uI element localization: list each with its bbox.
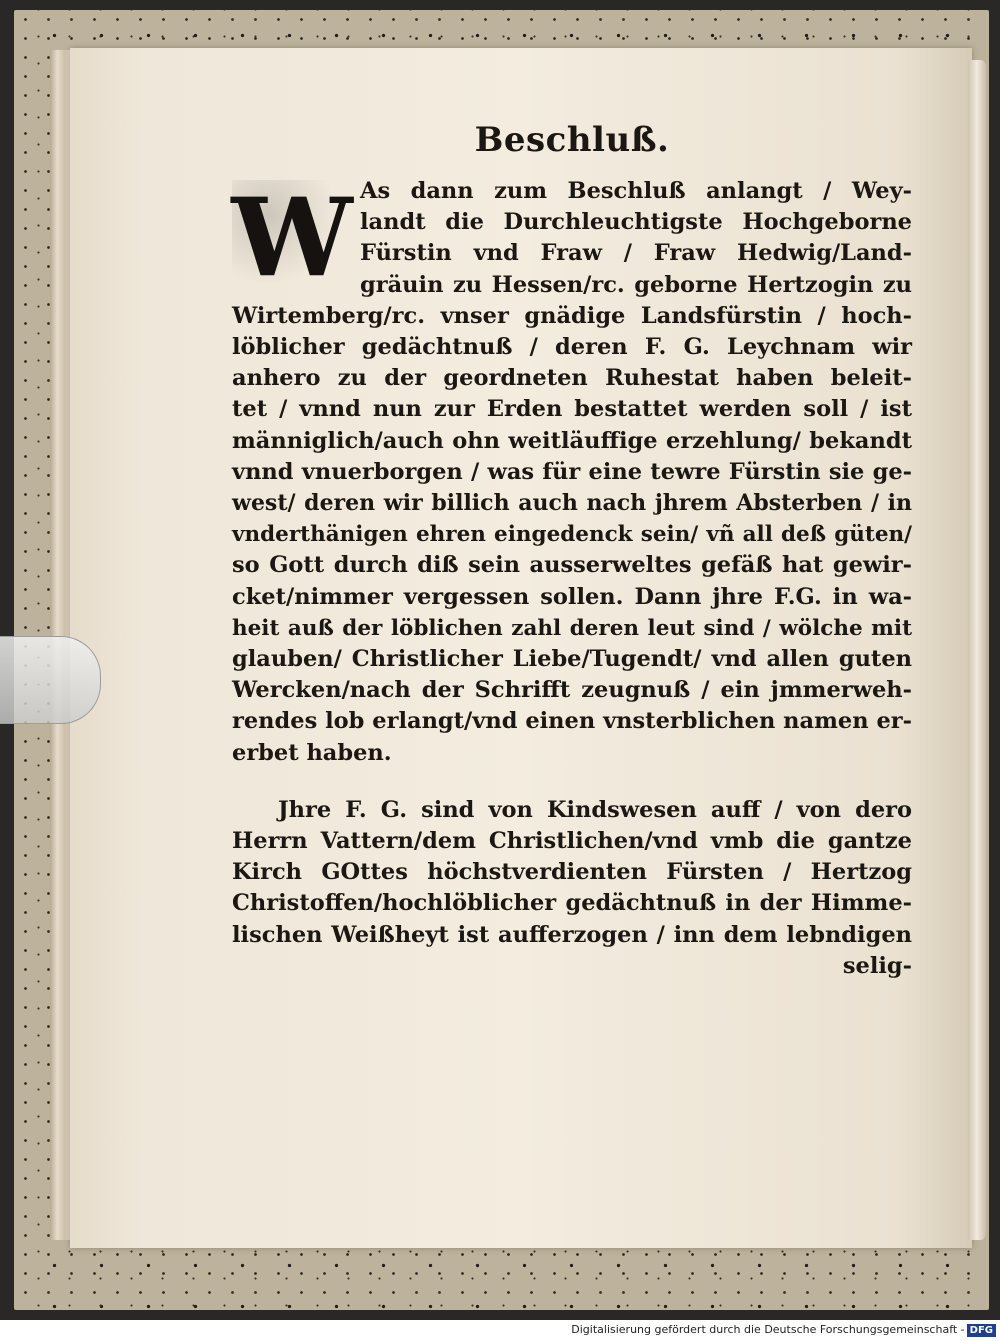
text-line: löblicher gedächtnuß / deren F. G. Leychnam wir xyxy=(232,334,912,361)
text-line: Fürstin vnd Fraw / Fraw Hedwig/Land- xyxy=(360,240,912,267)
text-line: erbet haben. xyxy=(232,739,392,766)
text-line: gräuin zu Hessen/rc. geborne Hertzogin zu xyxy=(360,271,912,298)
paragraph-2 xyxy=(232,795,912,982)
text-line: As dann zum Beschluß anlangt / Wey- xyxy=(360,178,912,204)
text-line: lischen Weißheyt ist aufferzogen / inn dem lebndigen xyxy=(232,921,912,948)
text-line: so Gott durch diß sein ausserweltes gefäß hat gewir- xyxy=(232,552,912,579)
paragraph-1 xyxy=(232,176,912,769)
text-line: west/ deren wir billich auch nach jhrem Absterben / in xyxy=(232,490,912,517)
text-line: cket/nimmer vergessen sollen. Dann jhre F.G. in wa- xyxy=(232,583,912,610)
page-text-block xyxy=(232,120,912,982)
text-line: glauben/ Christlicher Liebe/Tugendt/ vnd allen guten xyxy=(232,646,912,673)
page-edge-right xyxy=(968,60,986,1240)
text-line: vnnd vnuerborgen / was für eine tewre Fürstin sie ge- xyxy=(232,458,912,485)
text-line: Jhre F. G. sind von Kindswesen auff / von dero xyxy=(278,796,912,823)
dfg-logo: DFG xyxy=(967,1324,996,1337)
page-title: Beschluß. xyxy=(474,120,670,160)
footer-text: Digitalisierung gefördert durch die Deutsche Forschungsgemeinschaft - xyxy=(571,1323,965,1336)
digitization-footer xyxy=(0,1322,1000,1341)
text-line: Wercken/nach der Schrifft zeugnuß / ein jmmerweh- xyxy=(232,677,912,704)
text-line: Christoffen/hochlöblicher gedächtnuß in der Himme- xyxy=(232,890,912,917)
text-line: anhero zu der geordneten Ruhestat haben beleit- xyxy=(232,365,912,392)
text-line: Kirch GOttes höchstverdienten Fürsten / Hertzog xyxy=(232,859,912,886)
text-line: landt die Durchleuchtigste Hochgeborne xyxy=(360,209,912,236)
text-line: tet / vnnd nun zur Erden bestattet werden soll / ist xyxy=(232,396,912,423)
text-line: rendes lob erlangt/vnd einen vnsterblichen namen er- xyxy=(232,708,912,735)
decorated-initial: W xyxy=(231,175,353,301)
text-line: heit auß der löblichen zahl deren leut sind / wölche mit xyxy=(232,615,912,641)
catchword: selig- xyxy=(842,952,912,979)
text-line: Herrn Vattern/dem Christlichen/vnd vmb die gantze xyxy=(232,828,912,855)
text-line: männiglich/auch ohn weitläuffige erzehlung/ bekandt xyxy=(232,427,912,454)
page-clip-tab xyxy=(0,636,101,724)
text-line: Wirtemberg/rc. vnser gnädige Landsfürstin / hoch- xyxy=(232,302,912,329)
text-line: vnderthänigen ehren eingedenck sein/ vñ all deß güten/ xyxy=(232,522,912,548)
